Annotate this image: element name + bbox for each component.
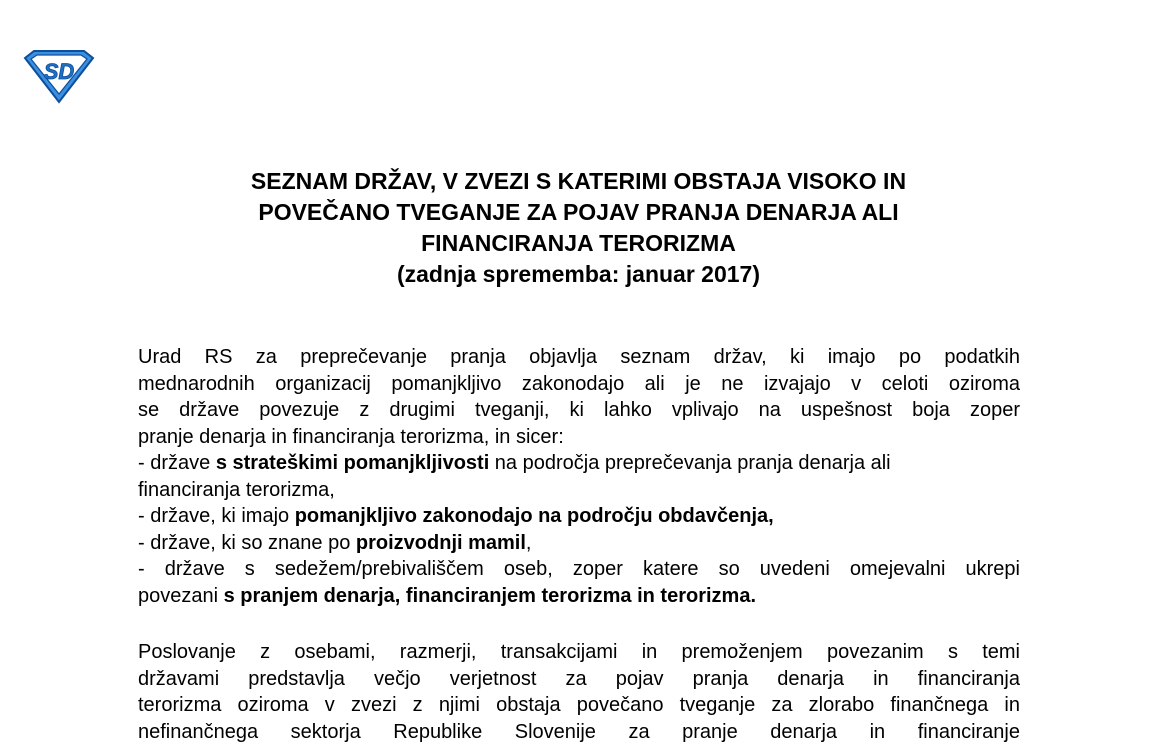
sd-shield-logo-icon — [22, 50, 96, 104]
list-item-text: - države — [138, 452, 216, 474]
list-item — [138, 503, 1020, 530]
title-line: POVEČANO TVEGANJE ZA POJAV PRANJA DENARJA ALI — [0, 197, 1157, 228]
paragraph-line: Urad RS za preprečevanje pranja objavlja seznam držav, ki imajo po podatkih — [138, 344, 1020, 371]
list-item-text: na področja preprečevanja pranja denarja ali — [489, 452, 890, 474]
list-item: - države s sedežem/prebivališčem oseb, zoper katere so uvedeni omejevalni ukrepi — [138, 556, 1020, 583]
svg-text:SD: SD — [44, 59, 75, 84]
list-item-text: , — [526, 532, 532, 554]
list-item-continuation — [138, 583, 1020, 610]
intro-paragraph — [138, 344, 1020, 609]
paragraph-line: se države povezuje z drugimi tveganji, ki lahko vplivajo na uspešnost boja zoper — [138, 397, 1020, 424]
list-item-text: povezani — [138, 585, 224, 607]
paragraph-line: terorizma oziroma v zvezi z njimi obstaja povečano tveganje za zlorabo finančnega in — [138, 692, 1020, 719]
paragraph-line: nefinančnega sektorja Republike Slovenije za pranje denarja in financiranje — [138, 719, 1020, 745]
document-title — [0, 166, 1157, 290]
title-line: SEZNAM DRŽAV, V ZVEZI S KATERIMI OBSTAJA VISOKO IN — [0, 166, 1157, 197]
list-item-emphasis: proizvodnji mamil — [356, 532, 526, 554]
list-item — [138, 530, 1020, 557]
title-date: (zadnja sprememba: januar 2017) — [0, 259, 1157, 290]
list-item — [138, 450, 1020, 477]
list-item-emphasis: s strateškimi pomanjkljivosti — [216, 452, 489, 474]
paragraph-line: pranje denarja in financiranja terorizma, in sicer: — [138, 424, 1020, 451]
list-item-emphasis: s pranjem denarja, financiranjem terorizma in terorizma. — [224, 585, 756, 607]
paragraph-line: Poslovanje z osebami, razmerji, transakcijami in premoženjem povezanim s temi — [138, 639, 1020, 666]
title-line: FINANCIRANJA TERORIZMA — [0, 228, 1157, 259]
list-item-text: - države, ki imajo — [138, 505, 295, 527]
paragraph-line: mednarodnih organizacij pomanjkljivo zakonodajo ali je ne izvajajo v celoti oziroma — [138, 371, 1020, 398]
logo-graphic — [22, 50, 96, 104]
list-item-text: - države, ki so znane po — [138, 532, 356, 554]
risk-paragraph — [138, 639, 1020, 745]
paragraph-line: državami predstavlja večjo verjetnost za pojav pranja denarja in financiranja — [138, 666, 1020, 693]
list-item-emphasis: pomanjkljivo zakonodajo na področju obdavčenja, — [295, 505, 774, 527]
list-item-continuation: financiranja terorizma, — [138, 477, 1020, 504]
